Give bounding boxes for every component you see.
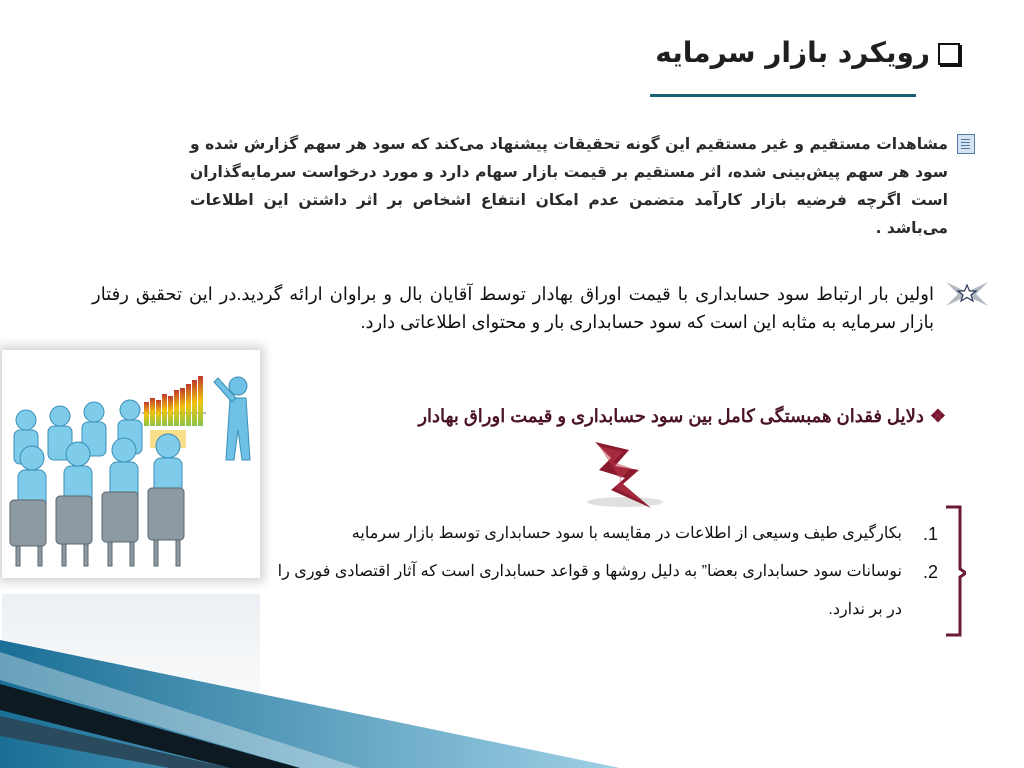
list-item: [270, 553, 938, 629]
bracket-icon: [942, 505, 966, 637]
reasons-heading-text: دلایل فقدان همبستگی کامل بین سود حسابداری و قیمت اوراق بهادار: [418, 406, 924, 426]
presentation-illustration: [2, 350, 260, 578]
intro-paragraph: اولین بار ارتباط سود حسابداری با قیمت اوراق بهادار توسط آقایان بال و براوان ارائه گردید.در این تحقیق رفتار بازار سرمایه به مثابه این است که سود حسابداری بار و محتوای اطلاعاتی دارد.: [92, 284, 934, 332]
star-bullet-icon: [944, 276, 990, 312]
diamond-bullet-icon: ❖: [929, 406, 946, 426]
slide-title-text: رویکرد بازار سرمایه: [655, 36, 930, 69]
reasons-list: [270, 515, 938, 629]
slide-title: [360, 36, 960, 69]
lightning-bolt-icon: [585, 440, 665, 512]
list-item-number: 1.: [922, 524, 938, 544]
list-item-text: بکارگیری طیف وسیعی از اطلاعات در مقایسه با سود حسابداری توسط بازار سرمایه: [351, 525, 902, 542]
quoted-text-block: مشاهدات مستقیم و غیر مستقیم این گونه تحقیقات پیشنهاد می‌کند که سود هر سهم گزارش شده و سود هر سهم پیش‌بینی شده، اثر مستقیم بر قیمت بازار سهام دارد و مورد درخواست سرمایه‌گذاران است اگرچه فرضیه بازار کارآمد متضمن عدم امکان انتفاع اشخاص بر اثر داشتن این اطلاعات می‌باشد .: [190, 135, 948, 237]
reasons-heading: [330, 406, 946, 427]
document-icon: [957, 134, 975, 154]
list-item-text: نوسانات سود حسابداری بعضا” به دلیل روشها و قواعد حسابداری است که آثار اقتصادی فوری را در بر ندارد.: [277, 563, 902, 618]
list-item: [270, 515, 938, 553]
list-item-number: 2.: [922, 562, 938, 582]
decorative-stripes: [0, 640, 620, 768]
title-underline: [650, 94, 916, 97]
checkbox-bullet-icon: [938, 43, 960, 65]
